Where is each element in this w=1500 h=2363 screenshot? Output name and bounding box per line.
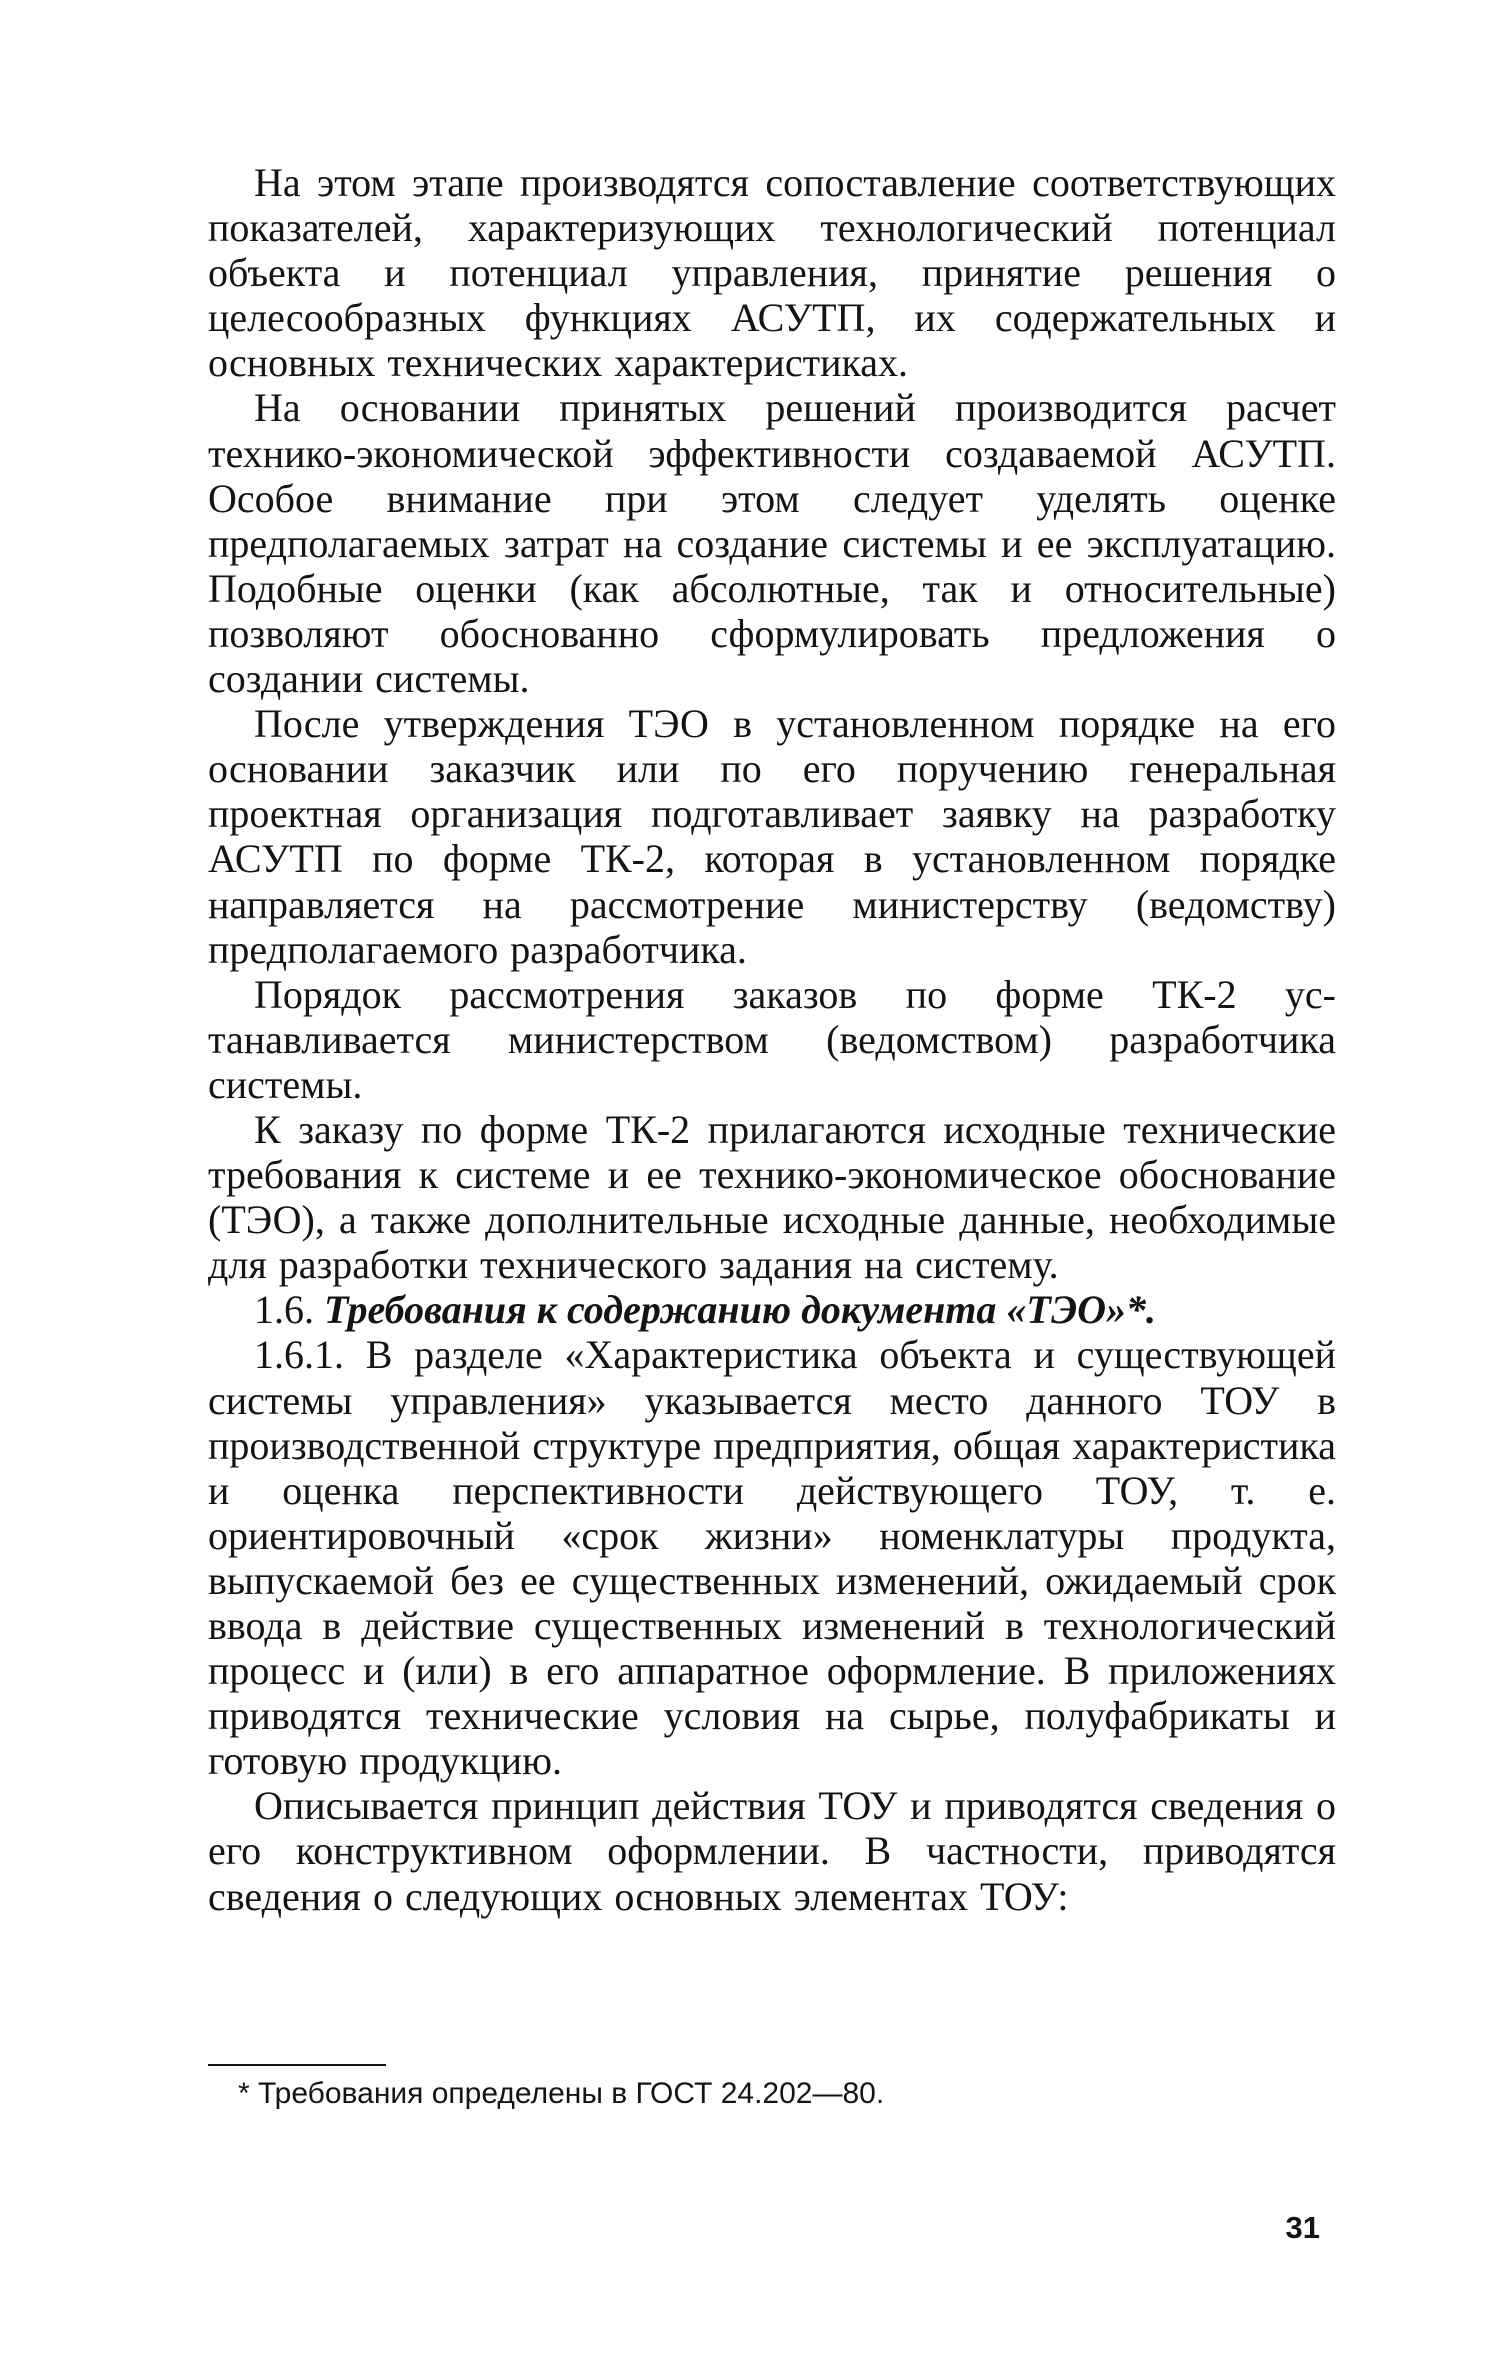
main-text [208, 160, 1336, 1919]
paragraph-stage-comparison: На этом этапе производятся сопоставление соответствующих показателей, характеризующих технологический потенциал объекта и потенциал управления, принятие решения о целесообразных функциях АСУТП, их содержательных и основных технических характеристиках. [208, 160, 1336, 386]
paragraph-order-review: Порядок рассмотрения заказов по форме ТК-2 устанавливается министерством (ведомством) разработчика системы. [208, 971, 1336, 1107]
footnote: * Требования определены в ГОСТ 24.202—80. [238, 2077, 885, 2110]
paragraph-teo-approval: После утверждения ТЭО в установленном порядке на его основании заказчик или по его поручению генеральная проектная организация подготавливает заявку на разработку АСУТП по форме ТК-2, которая в установленном порядке направляется на рассмотрение министерству (ведомству) предполагаемого разработчика. [208, 701, 1336, 972]
paragraph-order-attachments: К заказу по форме ТК-2 прилагаются исходные технические требования к системе и ее технико-экономическое обоснование (ТЭО), а также дополнительные исходные данные, необходимые для разработки технического задания на систему. [208, 1106, 1336, 1288]
section-title: Требования к содержанию документа «ТЭО»*. [324, 1287, 1157, 1333]
paragraph-operating-principle: Описывается принцип действия ТОУ и приводятся сведения о его конструктивном оформлении. В частности, приводятся сведения о следующих основных элементах ТОУ: [208, 1783, 1336, 1919]
page-number: 31 [1285, 2210, 1320, 2245]
section-number: 1.6. [254, 1287, 314, 1333]
section-heading [208, 1287, 1336, 1332]
paragraph-object-characteristics: 1.6.1. В разделе «Характеристика объекта и существующей системы управления» указывается место данного ТОУ в производственной структуре предприятия, общая характеристика и оценка перспективности действующего ТОУ, т. е. ориентировочный «срок жизни» номенклатуры продукта, выпускаемой без ее существенных изменений, ожидаемый срок ввода в действие существенных изменений в технологический процесс и (или) в его аппаратное оформление. В приложениях приводятся технические условия на сырье, полуфабрикаты и готовую продукцию. [208, 1332, 1336, 1784]
paragraph-efficiency-calculation: На основании принятых решений производится расчет технико-экономической эффективности создаваемой АСУТП. Особое внимание при этом следует уделять оценке предполагаемых затрат на создание системы и ее эксплуатацию. Подобные оценки (как абсолютные, так и относительные) позволяют обоснованно сформулировать предложения о создании системы. [208, 385, 1336, 702]
footnote-divider [208, 2064, 386, 2066]
